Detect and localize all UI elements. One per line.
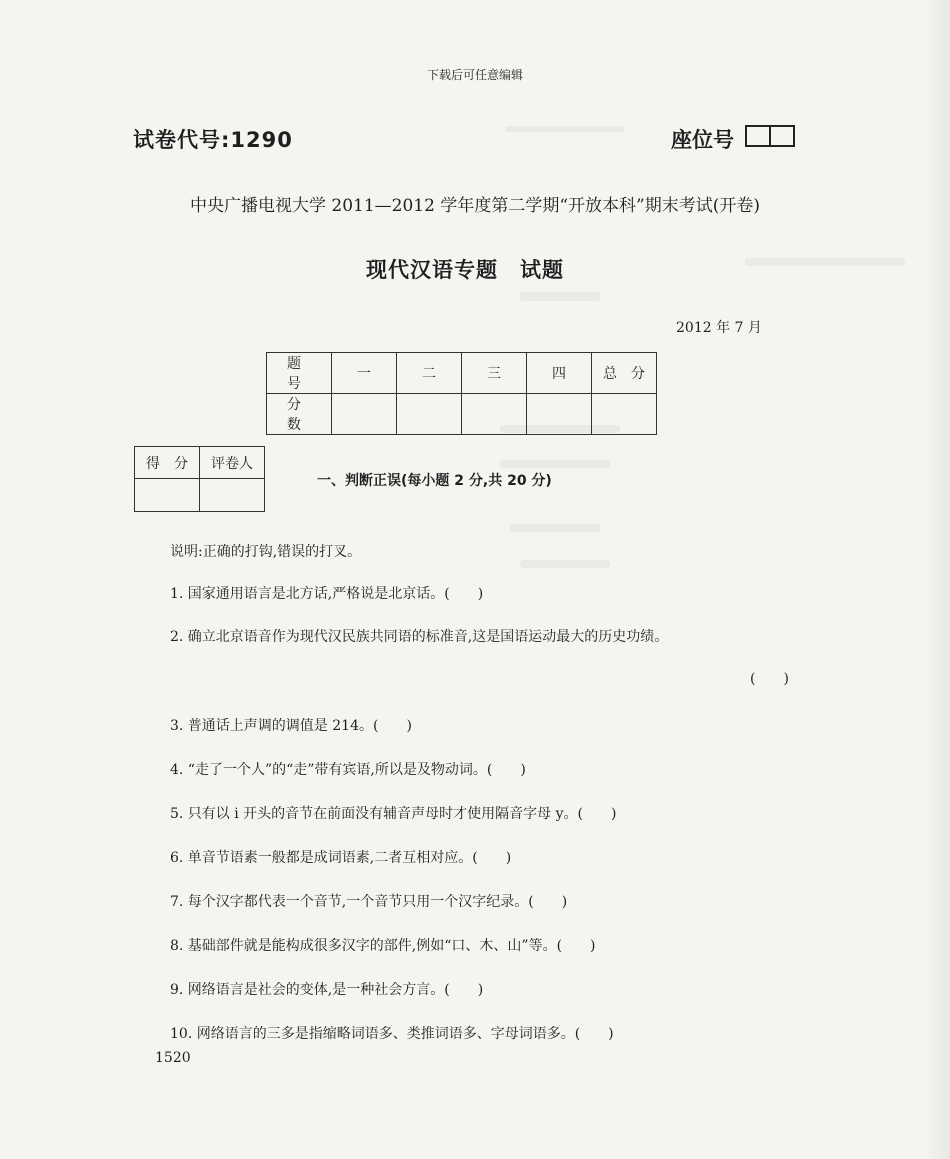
bleed-through-mark bbox=[505, 126, 625, 132]
question-5: 5. 只有以 i 开头的音节在前面没有辅音声母时才使用隔音字母 y。( ) bbox=[170, 806, 617, 822]
seat-number-boxes bbox=[745, 125, 795, 147]
section-instructions: 说明:正确的打钩,错误的打叉。 bbox=[170, 544, 362, 560]
score-summary-table bbox=[266, 352, 657, 435]
grader-table-grader-label: 评卷人 bbox=[200, 447, 265, 479]
score-table-cell bbox=[332, 394, 397, 435]
score-table-cell bbox=[592, 394, 657, 435]
score-table-header-cell: 题 号 bbox=[267, 353, 332, 394]
score-table-score-row bbox=[267, 394, 657, 435]
question-10: 10. 网络语言的三多是指缩略词语多、类推词语多、字母词语多。( ) bbox=[170, 1026, 614, 1042]
question-2-answer-paren: ( ) bbox=[750, 671, 789, 687]
question-4: 4. “走了一个人”的“走”带有宾语,所以是及物动词。( ) bbox=[170, 762, 526, 778]
grader-table-score-label: 得 分 bbox=[135, 447, 200, 479]
bleed-through-mark bbox=[520, 292, 600, 301]
download-note: 下载后可任意编辑 bbox=[426, 68, 523, 82]
score-table-cell bbox=[462, 394, 527, 435]
score-table-header-cell: 一 bbox=[332, 353, 397, 394]
subject-title: 现代汉语专题 试题 bbox=[366, 258, 564, 282]
bleed-through-mark bbox=[520, 560, 610, 568]
question-2: 2. 确立北京语音作为现代汉民族共同语的标准音,这是国语运动最大的历史功绩。 bbox=[170, 629, 669, 645]
bleed-through-mark bbox=[510, 524, 600, 532]
seat-number-label: 座位号 bbox=[671, 128, 734, 152]
question-3: 3. 普通话上声调的调值是 214。( ) bbox=[170, 718, 412, 734]
section-grader-table bbox=[134, 446, 265, 512]
question-1: 1. 国家通用语言是北方话,严格说是北京话。( ) bbox=[170, 586, 484, 602]
question-9: 9. 网络语言是社会的变体,是一种社会方言。( ) bbox=[170, 982, 484, 998]
score-table-header-cell: 三 bbox=[462, 353, 527, 394]
score-table-row-label: 分 数 bbox=[267, 394, 332, 435]
score-table-header-cell: 总 分 bbox=[592, 353, 657, 394]
paper-code: 试卷代号:1290 bbox=[133, 128, 293, 152]
score-table-cell bbox=[527, 394, 592, 435]
exam-header-title: 中央广播电视大学 2011—2012 学年度第二学期“开放本科”期末考试(开卷) bbox=[190, 196, 760, 216]
section-title: 一、判断正误(每小题 2 分,共 20 分) bbox=[317, 473, 552, 489]
question-6: 6. 单音节语素一般都是成词语素,二者互相对应。( ) bbox=[170, 850, 512, 866]
scan-edge-shadow bbox=[924, 0, 950, 1159]
score-table-cell bbox=[397, 394, 462, 435]
question-7: 7. 每个汉字都代表一个音节,一个音节只用一个汉字纪录。( ) bbox=[170, 894, 568, 910]
exam-date: 2012 年 7 月 bbox=[676, 320, 762, 336]
grader-table-cell bbox=[135, 479, 200, 512]
page-number: 1520 bbox=[155, 1050, 191, 1066]
score-table-header-cell: 二 bbox=[397, 353, 462, 394]
grader-table-cell bbox=[200, 479, 265, 512]
bleed-through-mark bbox=[500, 460, 610, 468]
score-table-header-cell: 四 bbox=[527, 353, 592, 394]
score-table-header-row bbox=[267, 353, 657, 394]
question-8: 8. 基础部件就是能构成很多汉字的部件,例如“口、木、山”等。( ) bbox=[170, 938, 596, 954]
